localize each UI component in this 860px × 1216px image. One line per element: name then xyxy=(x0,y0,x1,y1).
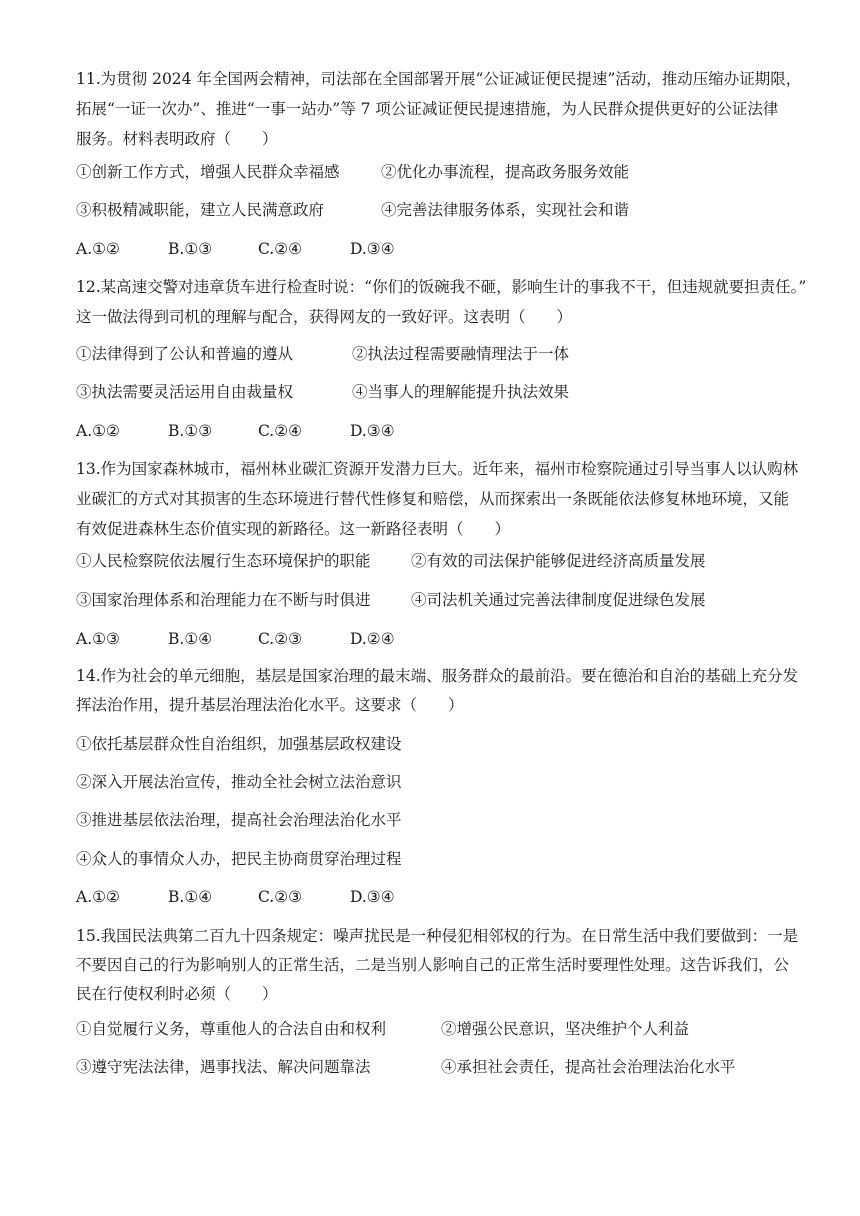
answer-choice-a: A.①③ xyxy=(76,630,120,648)
question-stem-line: 挥法治作用，提升基层治理法治化水平。这要求（ ） xyxy=(76,696,464,714)
answer-choice-c: C.②③ xyxy=(258,888,303,906)
option-3: ③遵守宪法法律，遇事找法、解决问题靠法 xyxy=(76,1058,371,1076)
option-2: ②执法过程需要融情理法于一体 xyxy=(352,345,570,363)
answer-choice-d: D.③④ xyxy=(350,888,395,906)
option-4: ④完善法律服务体系，实现社会和谐 xyxy=(381,201,630,219)
option-2: ②深入开展法治宣传，推动全社会树立法治意识 xyxy=(76,773,402,791)
question-stem-line: 不要因自己的行为影响别人的正常生活，二是当别人影响自己的正常生活时要理性处理。这告诉我们，公 xyxy=(76,956,790,974)
option-2: ②优化办事流程，提高政务服务效能 xyxy=(381,163,630,181)
option-1: ①人民检察院依法履行生态环境保护的职能 xyxy=(76,552,371,570)
option-4: ④承担社会责任，提高社会治理法治化水平 xyxy=(441,1058,736,1076)
answer-choice-a: A.①② xyxy=(76,422,120,440)
option-3: ③执法需要灵活运用自由裁量权 xyxy=(76,383,294,401)
option-4: ④司法机关通过完善法律制度促进绿色发展 xyxy=(411,591,706,609)
answer-choice-d: D.③④ xyxy=(350,422,395,440)
option-1: ①法律得到了公认和普遍的遵从 xyxy=(76,345,294,363)
answer-choice-c: C.②④ xyxy=(258,422,303,440)
option-3: ③推进基层依法治理，提高社会治理法治化水平 xyxy=(76,811,402,829)
option-4: ④众人的事情众人办，把民主协商贯穿治理过程 xyxy=(76,850,402,868)
option-2: ②有效的司法保护能够促进经济高质量发展 xyxy=(411,552,706,570)
option-1: ①创新工作方式，增强人民群众幸福感 xyxy=(76,163,340,181)
question-stem-line: 业碳汇的方式对其损害的生态环境进行替代性修复和赔偿，从而探索出一条既能依法修复林地环境，又能 xyxy=(76,490,790,508)
answer-choice-b: B.①③ xyxy=(168,422,213,440)
question-stem-line: 服务。材料表明政府（ ） xyxy=(76,130,278,148)
question-stem-line: 14.作为社会的单元细胞，基层是国家治理的最末端、服务群众的最前沿。要在德治和自治的基础上充分发 xyxy=(76,667,799,685)
option-1: ①依托基层群众性自治组织，加强基层政权建设 xyxy=(76,735,402,753)
question-stem-line: 拓展“一证一次办”、推进“一事一站办”等 7 项公证减证便民提速措施，为人民群众提供更好的公证法律 xyxy=(76,100,779,118)
answer-choice-d: D.③④ xyxy=(350,240,395,258)
answer-choice-c: C.②④ xyxy=(258,240,303,258)
option-2: ②增强公民意识，坚决维护个人利益 xyxy=(441,1020,690,1038)
answer-choice-b: B.①④ xyxy=(168,888,213,906)
question-stem-line: 民在行使权利时必须（ ） xyxy=(76,985,278,1003)
answer-choice-c: C.②③ xyxy=(258,630,303,648)
answer-choice-d: D.②④ xyxy=(350,630,395,648)
option-1: ①自觉履行义务，尊重他人的合法自由和权利 xyxy=(76,1020,387,1038)
question-stem-line: 11.为贯彻 2024 年全国两会精神，司法部在全国部署开展“公证减证便民提速”活动，推动压缩办证期限， xyxy=(76,70,802,88)
question-stem-line: 有效促进森林生态价值实现的新路径。这一新路径表明（ ） xyxy=(76,520,511,538)
answer-choice-b: B.①③ xyxy=(168,240,213,258)
option-4: ④当事人的理解能提升执法效果 xyxy=(352,383,570,401)
answer-choice-a: A.①② xyxy=(76,888,120,906)
option-3: ③国家治理体系和治理能力在不断与时俱进 xyxy=(76,591,371,609)
question-stem-line: 12.某高速交警对违章货车进行检查时说：“你们的饭碗我不砸，影响生计的事我不干，但违规就要担责任。” xyxy=(76,278,807,296)
answer-choice-b: B.①④ xyxy=(168,630,213,648)
answer-choice-a: A.①② xyxy=(76,240,120,258)
question-stem-line: 15.我国民法典第二百九十四条规定：噪声扰民是一种侵犯相邻权的行为。在日常生活中我们要做到：一是 xyxy=(76,927,799,945)
option-3: ③积极精减职能，建立人民满意政府 xyxy=(76,201,325,219)
question-stem-line: 13.作为国家森林城市，福州林业碳汇资源开发潜力巨大。近年来，福州市检察院通过引导当事人以认购林 xyxy=(76,460,799,478)
question-stem-line: 这一做法得到司机的理解与配合，获得网友的一致好评。这表明（ ） xyxy=(76,308,573,326)
